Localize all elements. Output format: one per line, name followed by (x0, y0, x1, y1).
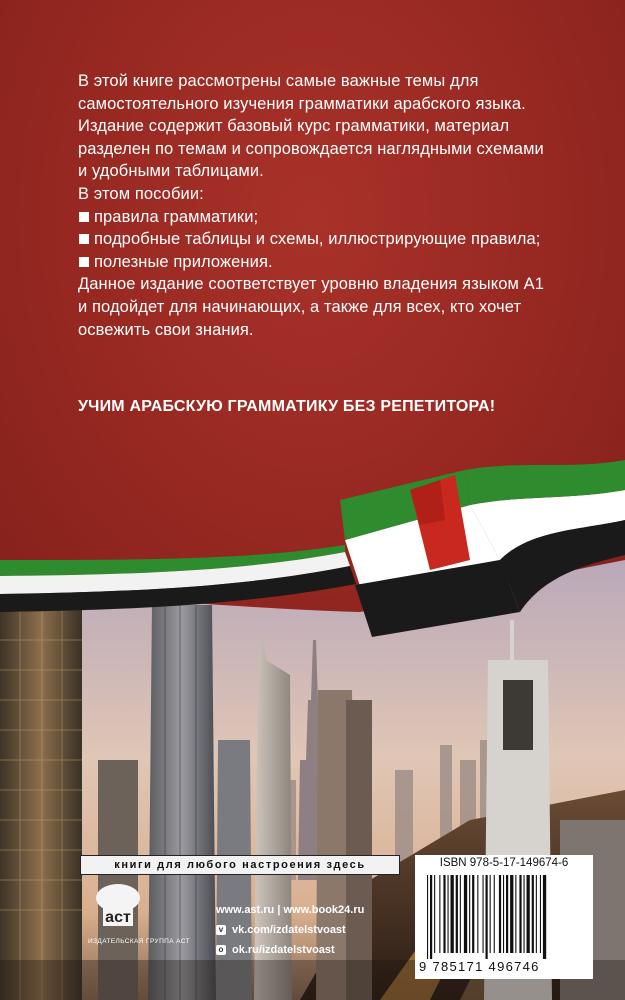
description-text (78, 70, 548, 341)
barcode-bar (527, 875, 530, 953)
barcode-digits: 9 785171 496746 (419, 959, 540, 974)
slogan: УЧИМ АРАБСКУЮ ГРАММАТИКУ БЕЗ РЕПЕТИТОРА! (78, 398, 496, 415)
barcode-bar (532, 875, 534, 953)
barcode-bar (524, 875, 525, 953)
barcode-bar (519, 875, 521, 953)
barcode-bar (448, 875, 449, 953)
tagline-bar: книги для любого настроения здесь (80, 855, 400, 875)
barcode-bar (486, 875, 488, 959)
barcode-bar (472, 875, 474, 953)
publisher-group: ИЗДАТЕЛЬСКАЯ ГРУППА АСТ (88, 938, 191, 945)
barcode-bar (540, 875, 541, 953)
barcode-bar (460, 875, 461, 953)
barcode-bar (499, 875, 501, 953)
publisher-links (216, 900, 364, 960)
isbn-box (415, 855, 593, 979)
intro-paragraph: В этой книге рассмотрены самые важные темы для самостоятельного изучения грамматики арабского языка. Издание содержит базовый курс грамматики, материал разделен по темам и сопровождается наглядными схемами и удобными таблицами. (78, 72, 544, 181)
vk-link-row[interactable]: v vk.com/izdatelstvoast (216, 920, 364, 940)
barcode-icon (421, 875, 587, 959)
vk-icon: v (216, 925, 226, 935)
barcode-bar (469, 875, 470, 953)
square-bullet-icon (79, 234, 89, 244)
bullet-item: подробные таблицы и схемы, иллюстрирующие правила; (78, 228, 548, 251)
web-links[interactable]: www.ast.ru | www.book24.ru (216, 904, 365, 916)
barcode-bar (536, 875, 537, 953)
barcode-bar (506, 875, 508, 953)
barcode-bar (443, 875, 445, 953)
barcode-bar (477, 875, 478, 953)
square-bullet-icon (79, 212, 89, 222)
barcode-bar (439, 875, 440, 953)
ast-logo (93, 880, 143, 928)
barcode-bar (515, 875, 516, 953)
barcode-bar (494, 875, 495, 953)
barcode-bar (451, 875, 454, 953)
barcode-bar (510, 875, 513, 953)
barcode-bar (483, 875, 484, 953)
list-intro: В этом пособии: (78, 184, 204, 203)
barcode-bar (490, 875, 491, 953)
bullet-item: полезные приложения. (78, 251, 548, 274)
logo-text: аст (105, 909, 131, 926)
ok-icon: o (216, 945, 226, 955)
barcode-bar (430, 875, 432, 959)
barcode-bar (543, 875, 546, 959)
barcode-bar (456, 875, 458, 953)
bullet-item: правила грамматики; (78, 206, 548, 229)
barcode-bar (464, 875, 467, 953)
level-paragraph: Данное издание соответствует уровню владения языком А1 и подойдет для начинающих, а также для всех, кто хочет освежить свои знания. (78, 275, 544, 339)
square-bullet-icon (79, 257, 89, 267)
ok-link-row[interactable]: o ok.ru/izdatelstvoast (216, 940, 364, 960)
isbn-label: ISBN 978-5-17-149674-6 (439, 857, 569, 869)
barcode-bar (434, 875, 435, 953)
barcode-bar (427, 875, 428, 959)
barcode-bar (503, 875, 504, 953)
